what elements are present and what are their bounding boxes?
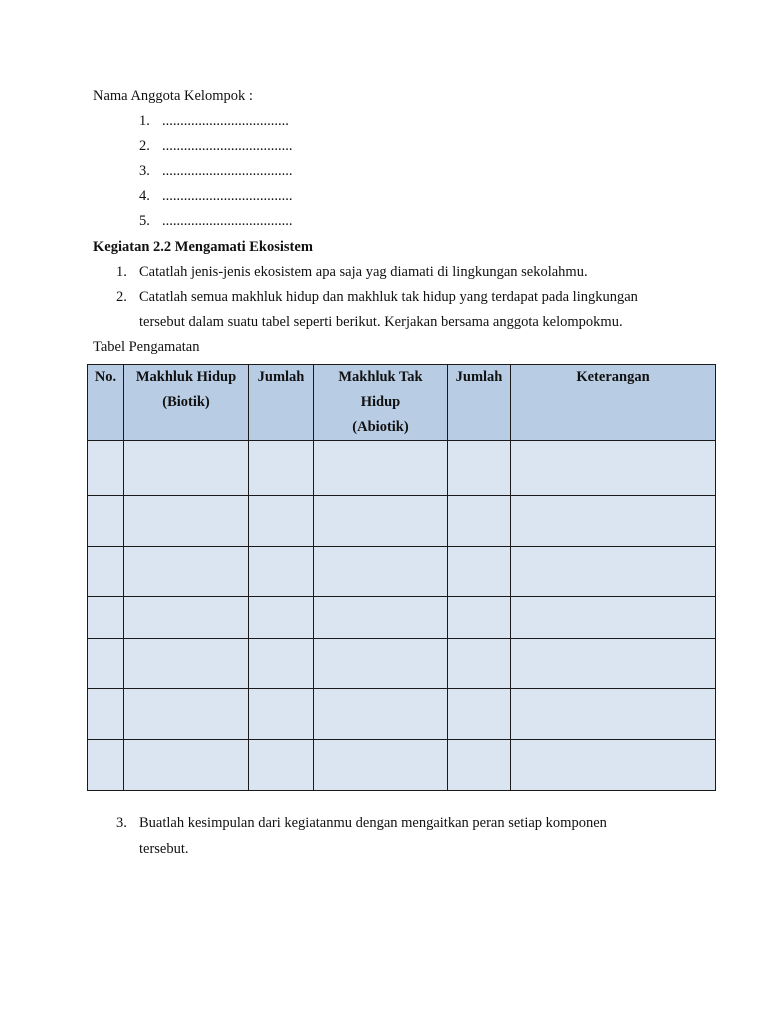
table-cell[interactable] (249, 639, 314, 689)
table-cell[interactable] (249, 496, 314, 547)
table-cell[interactable] (124, 597, 249, 639)
table-row (88, 689, 716, 740)
table-cell[interactable] (511, 441, 716, 496)
header-notes: Keterangan (511, 365, 716, 441)
step-number: 3. (116, 815, 127, 831)
member-blank: .................................... (162, 163, 293, 179)
member-number: 2. (139, 138, 150, 154)
table-cell[interactable] (511, 639, 716, 689)
step-text: tersebut. (139, 841, 189, 857)
table-cell[interactable] (88, 597, 124, 639)
table-cell[interactable] (88, 740, 124, 791)
table-row (88, 496, 716, 547)
member-blank: .................................... (162, 188, 293, 204)
member-blank: ................................... (162, 113, 289, 129)
header-biotic: Makhluk Hidup (Biotik) (124, 365, 249, 441)
table-cell[interactable] (448, 496, 511, 547)
step-text: Buatlah kesimpulan dari kegiatanmu dengan mengaitkan peran setiap komponen (139, 815, 607, 831)
table-row (88, 639, 716, 689)
activity-title: Kegiatan 2.2 Mengamati Ekosistem (93, 239, 313, 255)
group-members-label: Nama Anggota Kelompok : (93, 88, 253, 104)
table-cell[interactable] (124, 639, 249, 689)
header-count-biotic: Jumlah (249, 365, 314, 441)
header-abiotic: Makhluk Tak Hidup (Abiotik) (314, 365, 448, 441)
table-cell[interactable] (448, 441, 511, 496)
member-number: 3. (139, 163, 150, 179)
table-cell[interactable] (249, 740, 314, 791)
table-cell[interactable] (124, 441, 249, 496)
table-cell[interactable] (88, 441, 124, 496)
table-cell[interactable] (249, 689, 314, 740)
table-cell[interactable] (511, 689, 716, 740)
table-cell[interactable] (314, 740, 448, 791)
table-row (88, 441, 716, 496)
table-cell[interactable] (88, 496, 124, 547)
member-number: 4. (139, 188, 150, 204)
table-caption: Tabel Pengamatan (93, 339, 200, 355)
step-text: Catatlah jenis-jenis ekosistem apa saja yag diamati di lingkungan sekolahmu. (139, 264, 588, 280)
table-cell[interactable] (249, 597, 314, 639)
table-cell[interactable] (249, 441, 314, 496)
table-cell[interactable] (448, 689, 511, 740)
header-count-abiotic: Jumlah (448, 365, 511, 441)
table-cell[interactable] (88, 547, 124, 597)
table-header-row (88, 365, 716, 441)
table-cell[interactable] (314, 547, 448, 597)
table-cell[interactable] (314, 496, 448, 547)
table-cell[interactable] (448, 639, 511, 689)
table-row (88, 547, 716, 597)
table-cell[interactable] (124, 689, 249, 740)
observation-table (87, 364, 716, 791)
table-cell[interactable] (511, 740, 716, 791)
table-cell[interactable] (88, 689, 124, 740)
table-cell[interactable] (124, 740, 249, 791)
table-cell[interactable] (511, 547, 716, 597)
table-cell[interactable] (314, 689, 448, 740)
member-number: 1. (139, 113, 150, 129)
table-cell[interactable] (124, 496, 249, 547)
table-row (88, 597, 716, 639)
member-blank: .................................... (162, 213, 293, 229)
table-cell[interactable] (124, 547, 249, 597)
table-cell[interactable] (314, 441, 448, 496)
table-cell[interactable] (88, 639, 124, 689)
table-cell[interactable] (314, 597, 448, 639)
member-blank: .................................... (162, 138, 293, 154)
table-cell[interactable] (249, 547, 314, 597)
member-number: 5. (139, 213, 150, 229)
table-cell[interactable] (511, 597, 716, 639)
table-cell[interactable] (448, 740, 511, 791)
table-row (88, 740, 716, 791)
step-number: 1. (116, 264, 127, 280)
table-cell[interactable] (448, 547, 511, 597)
table-cell[interactable] (448, 597, 511, 639)
step-text: Catatlah semua makhluk hidup dan makhluk tak hidup yang terdapat pada lingkungan (139, 289, 638, 305)
step-number: 2. (116, 289, 127, 305)
table-cell[interactable] (511, 496, 716, 547)
header-no: No. (88, 365, 124, 441)
step-text: tersebut dalam suatu tabel seperti berikut. Kerjakan bersama anggota kelompokmu. (139, 314, 623, 330)
table-cell[interactable] (314, 639, 448, 689)
